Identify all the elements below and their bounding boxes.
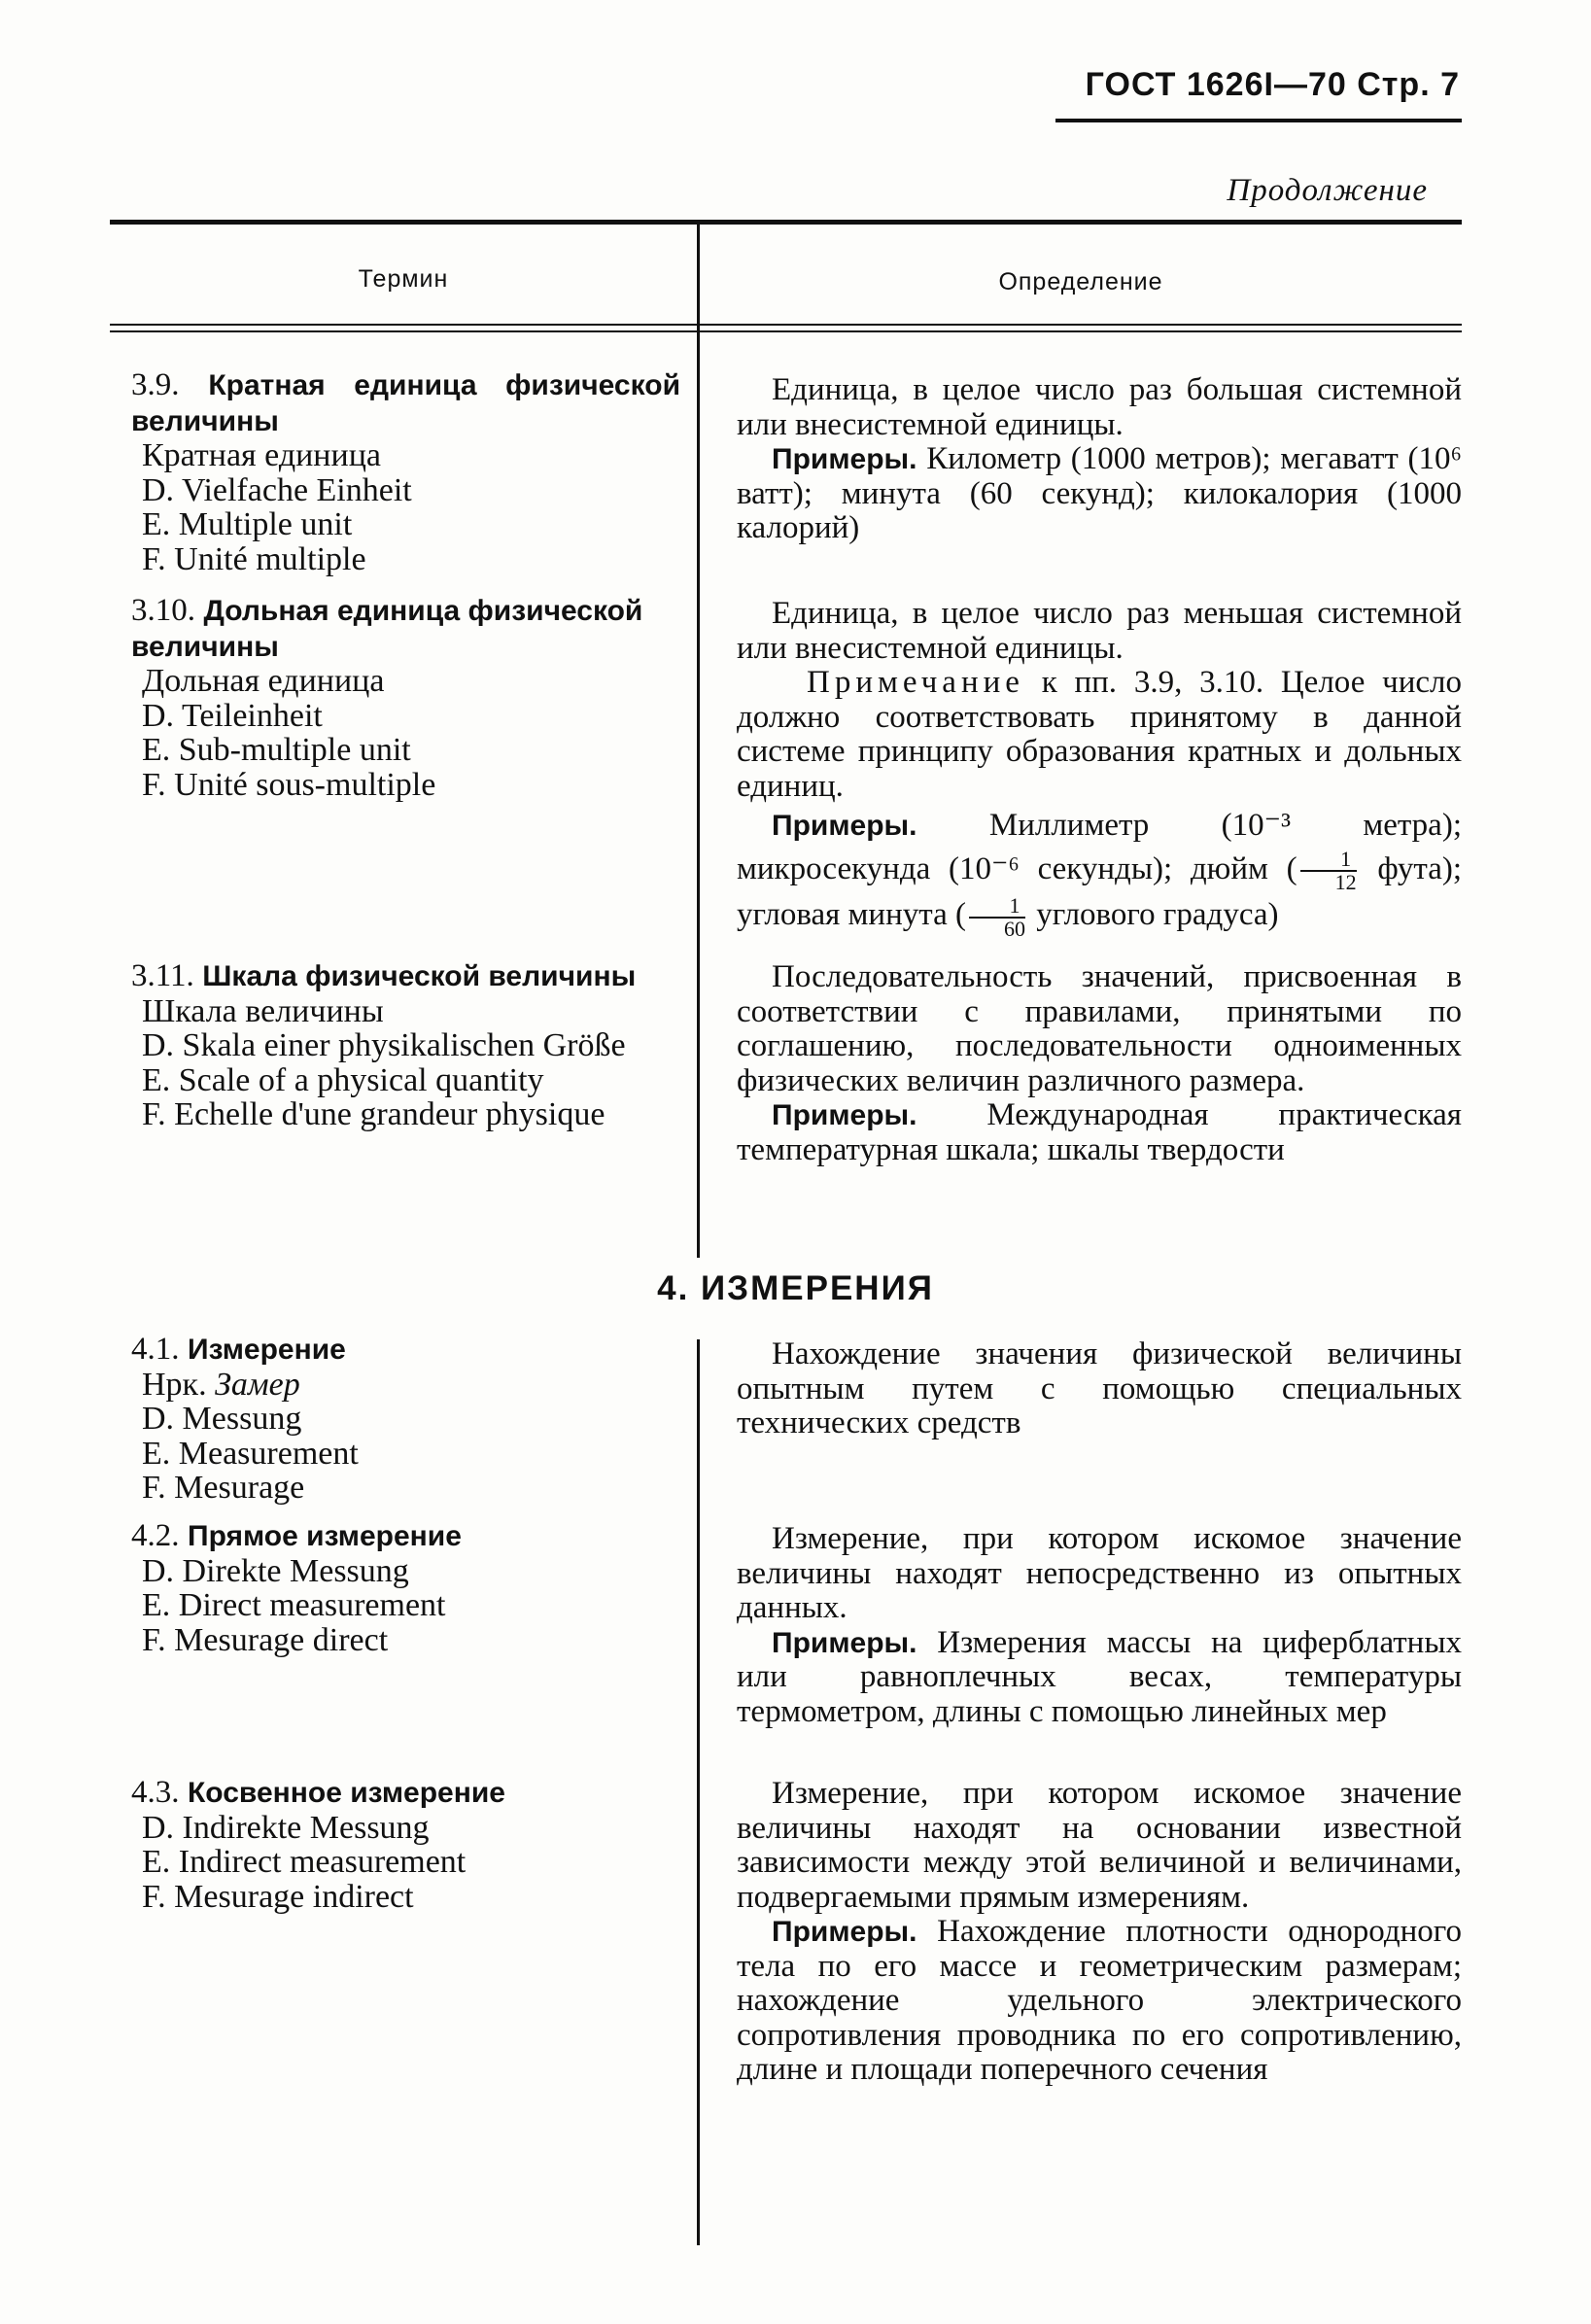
- definition-4-2: [737, 1522, 1462, 1729]
- definition-text: Единица, в целое число раз большая системной или внесистемной единицы.: [737, 372, 1462, 442]
- term-synonym: E. Direct measurement: [142, 1587, 446, 1623]
- examples-label: Примеры.: [772, 1916, 917, 1948]
- note-text: к пп. 3.9, 3.10. Целое число должно соответствовать принятому в данной системе принципу образования кратных и дольных единиц.: [737, 665, 1462, 804]
- term-synonym: E. Scale of a physical quantity: [142, 1061, 544, 1098]
- term-title: Шкала физической величины: [202, 960, 637, 992]
- definition-text: Последовательность значений, присвоенная в соответствии с правилами, принятыми по соглашению, последовательности одноименных физических величин различного размера.: [737, 959, 1462, 1098]
- term-number: 4.2.: [131, 1518, 180, 1553]
- term-entry-3-9: [131, 367, 680, 576]
- term-title: Дольная единица физической величины: [131, 595, 643, 663]
- term-title: Прямое измерение: [188, 1520, 462, 1552]
- definition-text: Единица, в целое число раз меньшая системной или внесистемной единицы.: [737, 596, 1462, 666]
- column-header-definition: Определение: [998, 268, 1163, 295]
- table-header-rule-2: [110, 330, 1462, 332]
- term-synonym: E. Measurement: [142, 1435, 359, 1472]
- term-synonym: D. Vielfache Einheit: [142, 471, 412, 508]
- examples-text: Миллиметр (10⁻³ метра); микросекунда (10⁻⁶ секунды); дюйм (: [737, 808, 1462, 886]
- examples-label: Примеры.: [772, 810, 917, 842]
- definition-4-1: [737, 1337, 1462, 1441]
- term-synonym: E. Sub-multiple unit: [142, 732, 411, 768]
- column-header-term: Термин: [358, 265, 449, 293]
- examples-text: Измерения массы на циферблатных или равноплечных весах, температуры термометром, длины с помощью линейных мер: [737, 1624, 1462, 1729]
- term-number: 3.9.: [131, 367, 180, 402]
- term-number: 4.3.: [131, 1775, 180, 1810]
- examples-label: Примеры.: [772, 1099, 917, 1131]
- term-title: Измерение: [188, 1334, 346, 1366]
- term-synonym: D. Teileinheit: [142, 697, 323, 734]
- term-number: 4.1.: [131, 1332, 180, 1367]
- examples-text: Международная практическая температурная шкала; шкалы твердости: [737, 1097, 1462, 1167]
- term-number: 3.11.: [131, 958, 194, 993]
- term-entry-4-2: [131, 1518, 680, 1657]
- examples-text: фута); угловая минута (: [737, 851, 1463, 933]
- column-divider-section4: [697, 1339, 700, 2245]
- term-entry-4-1: [131, 1332, 680, 1506]
- term-synonym: D. Messung: [142, 1401, 302, 1437]
- nrk-term: Замер: [215, 1366, 300, 1403]
- term-title: Косвенное измерение: [188, 1777, 505, 1809]
- term-synonym: F. Unité multiple: [142, 540, 366, 577]
- term-title: Кратная единица физической величины: [131, 369, 681, 437]
- term-entry-3-10: [131, 593, 680, 802]
- term-synonym: F. Mesurage direct: [142, 1621, 389, 1658]
- examples-text: Нахождение плотности однородного тела по его массе и геометрическим размерам; нахождение удельного электрического сопротивления проводника по его сопротивлению, длине и площади поперечного сечения: [737, 1914, 1462, 2087]
- fraction-one-sixtieth: $\frac{1}{60}$: [969, 895, 1025, 940]
- examples-text: углового градуса): [1036, 897, 1279, 933]
- term-synonym: F. Unité sous-multiple: [142, 766, 436, 803]
- term-synonym: E. Multiple unit: [142, 506, 353, 542]
- fraction-one-twelfth: $\frac{1}{12}$: [1300, 849, 1357, 893]
- table-top-rule: [110, 220, 1462, 225]
- definition-text: Измерение, при котором искомое значение величины находят непосредственно из опытных данных.: [737, 1521, 1462, 1625]
- term-synonym: D. Skala einer physikalischen Größe: [142, 1027, 626, 1063]
- nrk-label: Нрк.: [142, 1366, 207, 1403]
- term-synonym: F. Mesurage indirect: [142, 1878, 414, 1915]
- term-synonym: Дольная единица: [142, 663, 385, 699]
- examples-label: Примеры.: [772, 443, 917, 475]
- running-head: ГОСТ 1626І—70 Стр. 7: [1085, 66, 1460, 103]
- table-header-rule-1: [110, 324, 1462, 326]
- definition-text: Нахождение значения физической величины опытным путем с помощью специальных технических средств: [737, 1336, 1462, 1440]
- continuation-label: Продолжение: [1227, 173, 1428, 208]
- examples-label: Примеры.: [772, 1626, 917, 1659]
- term-synonym: F. Mesurage: [142, 1470, 305, 1506]
- definition-3-11: [737, 960, 1462, 1167]
- note-label: Примечание: [807, 665, 1024, 700]
- definition-text: Измерение, при котором искомое значение величины находят на основании известной зависимости между этой величиной и величинами, подвергаемыми прямым измерениям.: [737, 1776, 1462, 1915]
- definition-3-9: [737, 373, 1462, 546]
- term-synonym: Шкала величины: [142, 992, 384, 1029]
- term-synonym: D. Indirekte Messung: [142, 1809, 430, 1846]
- examples-text: Километр (1000 метров); мегаватт (10⁶ ватт); минута (60 секунд); килокалория (1000 калорий): [737, 441, 1463, 545]
- term-synonym: Кратная единица: [142, 437, 381, 473]
- term-synonym: E. Indirect measurement: [142, 1844, 467, 1880]
- running-head-rule: [1055, 119, 1462, 122]
- section-title: 4. ИЗМЕРЕНИЯ: [657, 1269, 934, 1307]
- term-number: 3.10.: [131, 593, 195, 628]
- definition-3-10: [737, 597, 1462, 940]
- term-synonym: F. Echelle d'une grandeur physique: [142, 1096, 605, 1132]
- term-entry-3-11: [131, 958, 680, 1132]
- column-divider-section3: [697, 223, 700, 1258]
- definition-4-3: [737, 1777, 1462, 2088]
- term-entry-4-3: [131, 1775, 680, 1914]
- term-synonym: D. Direkte Messung: [142, 1552, 409, 1589]
